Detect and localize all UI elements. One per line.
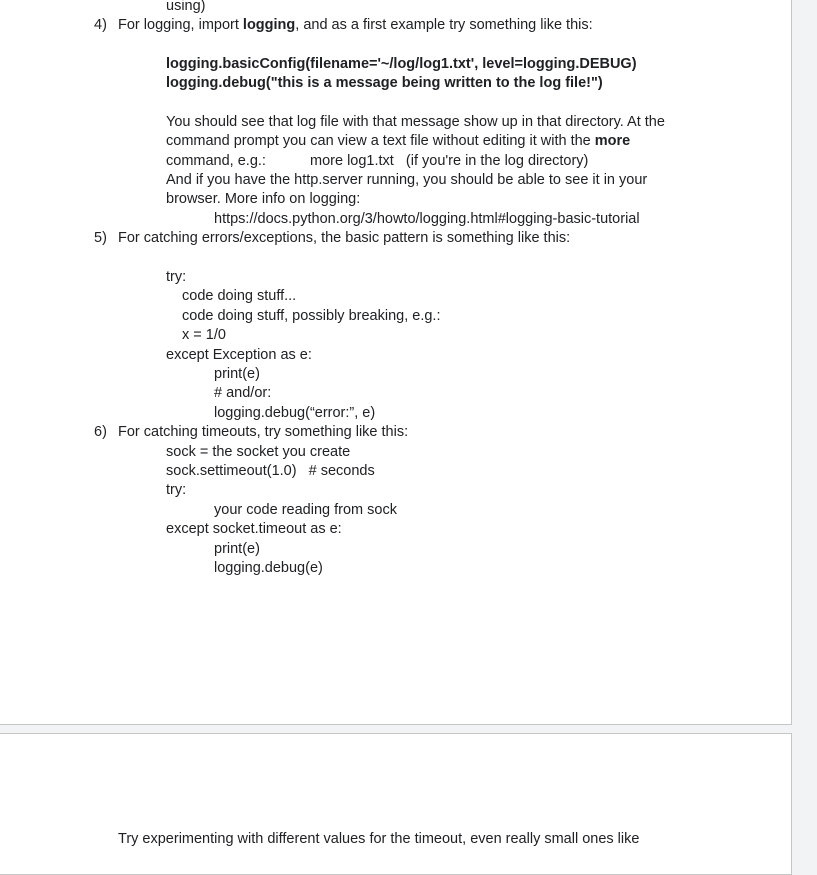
code-line: except socket.timeout as e: — [166, 521, 342, 537]
step-4-intro: For logging, import logging, and as a first example try something like this: — [118, 17, 593, 33]
code-line: sock.settimeout(1.0) # seconds — [166, 463, 375, 479]
code-line: code doing stuff... — [182, 288, 297, 304]
code-line: logging.debug("this is a message being written to the log file!") — [166, 75, 603, 91]
next-page-text: Try experimenting with different values for the timeout, even really small ones like — [118, 831, 640, 847]
paragraph-line: command, e.g.: — [166, 153, 266, 169]
step-number: 5) — [94, 230, 107, 246]
code-line: logging.debug(e) — [214, 560, 323, 576]
step-5-intro: For catching errors/exceptions, the basic pattern is something like this: — [118, 230, 571, 246]
code-line: except Exception as e: — [166, 347, 312, 363]
step-number: 6) — [94, 424, 107, 440]
code-line: x = 1/0 — [182, 327, 226, 343]
continuation-text: using) — [166, 0, 206, 14]
paragraph-line: You should see that log file with that message show up in that directory. At the — [166, 114, 665, 130]
step-6-intro: For catching timeouts, try something like this: — [118, 424, 409, 440]
code-line: # and/or: — [214, 385, 272, 401]
code-line: try: — [166, 269, 187, 285]
step-number: 4) — [94, 17, 107, 33]
code-line: your code reading from sock — [214, 502, 397, 518]
logging-docs-link[interactable]: https://docs.python.org/3/howto/logging.html#logging-basic-tutorial — [214, 211, 640, 227]
code-line: print(e) — [214, 541, 260, 557]
paragraph-line: And if you have the http.server running, you should be able to see it in your — [166, 172, 648, 188]
code-line: logging.debug(“error:”, e) — [214, 405, 376, 421]
paragraph-line: command prompt you can view a text file without editing it with the more — [166, 133, 631, 149]
code-line: sock = the socket you create — [166, 444, 351, 460]
command-example: more log1.txt (if you're in the log directory) — [310, 153, 589, 169]
code-line: code doing stuff, possibly breaking, e.g.: — [182, 308, 441, 324]
paragraph-line: browser. More info on logging: — [166, 191, 361, 207]
document-page-next — [0, 733, 792, 875]
code-line: try: — [166, 482, 187, 498]
code-line: logging.basicConfig(filename='~/log/log1.txt', level=logging.DEBUG) — [166, 56, 637, 72]
code-line: print(e) — [214, 366, 260, 382]
